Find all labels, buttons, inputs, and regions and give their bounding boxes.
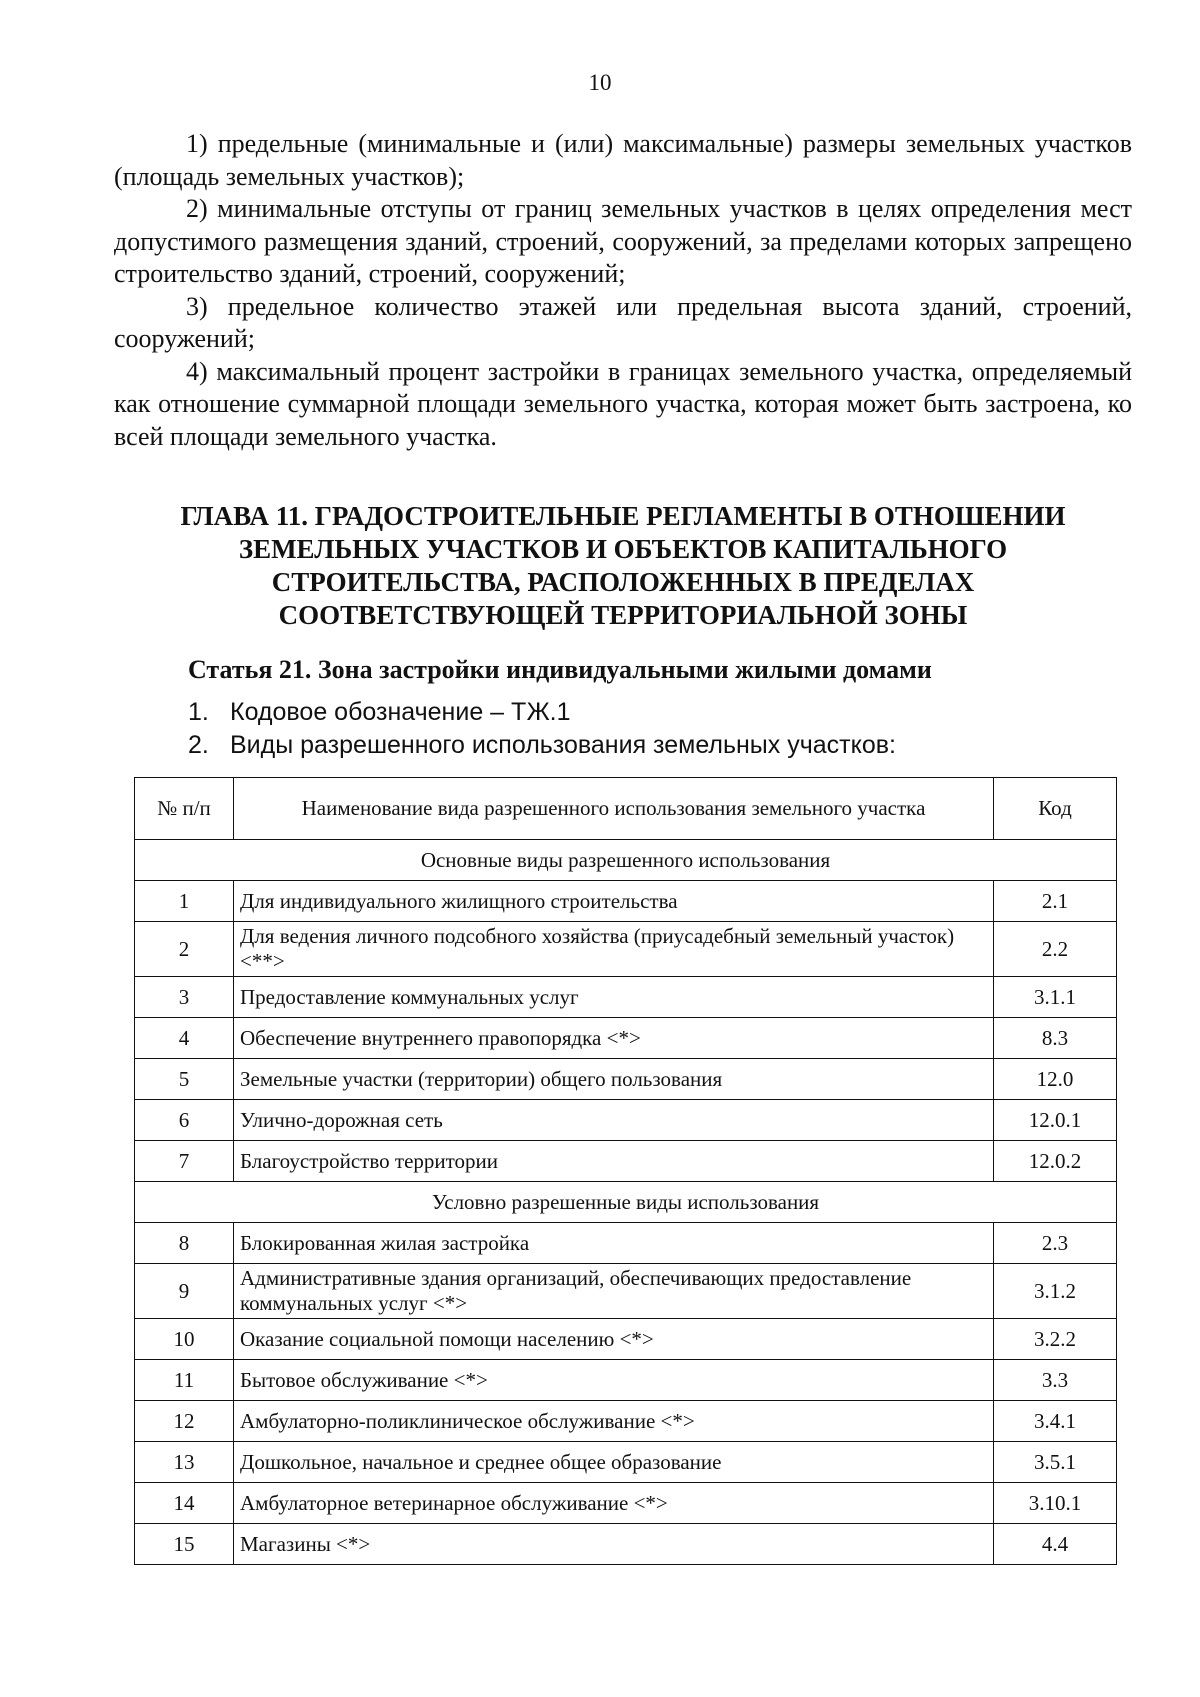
table-section-row [135,1182,1117,1223]
row-number: 12 [135,1401,234,1442]
row-name: Бытовое обслуживание <*> [234,1360,994,1401]
list-item-number: 2. [188,731,209,759]
row-code: 3.3 [994,1360,1117,1401]
row-code: 4.4 [994,1524,1117,1565]
table-row [135,1059,1117,1100]
row-name: Для индивидуального жилищного строительства [234,881,994,922]
list-item [188,729,896,762]
table-row [135,1360,1117,1401]
table-row [135,977,1117,1018]
row-name: Магазины <*> [234,1524,994,1565]
table-row [135,1401,1117,1442]
row-name: Амбулаторно-поликлиническое обслуживание <*> [234,1401,994,1442]
article-title: Статья 21. Зона застройки индивидуальными жилыми домами [188,655,932,684]
table-row [135,1483,1117,1524]
row-name: Обеспечение внутреннего правопорядка <*> [234,1018,994,1059]
row-number: 14 [135,1483,234,1524]
section-heading: Основные виды разрешенного использования [135,840,1117,881]
row-name: Дошкольное, начальное и среднее общее образование [234,1442,994,1483]
list-item-text: Кодовое обозначение – ТЖ.1 [230,698,571,726]
row-number: 6 [135,1100,234,1141]
row-number: 3 [135,977,234,1018]
row-name: Блокированная жилая застройка [234,1223,994,1264]
paragraph-2: 2) минимальные отступы от границ земельных участков в целях определения мест допустимого размещения зданий, строений, сооружений, за пределами которых запрещено строительство зданий, строений, сооружений; [114,194,1132,288]
row-number: 8 [135,1223,234,1264]
row-name: Административные здания организаций, обеспечивающих предоставление коммунальных услуг <*> [234,1264,994,1319]
chapter-title-line: ЗЕМЕЛЬНЫХ УЧАСТКОВ И ОБЪЕКТОВ КАПИТАЛЬНОГО [238,534,1008,564]
header-code: Код [994,778,1117,840]
table-row [135,1100,1117,1141]
row-name: Предоставление коммунальных услуг [234,977,994,1018]
header-name: Наименование вида разрешенного использования земельного участка [234,778,994,840]
row-number: 11 [135,1360,234,1401]
row-code: 3.4.1 [994,1401,1117,1442]
row-code: 12.0.1 [994,1100,1117,1141]
chapter-title-line: ГЛАВА 11. ГРАДОСТРОИТЕЛЬНЫЕ РЕГЛАМЕНТЫ В ОТНОШЕНИИ [180,501,1066,531]
row-code: 3.5.1 [994,1442,1117,1483]
land-use-table [134,777,1117,1565]
table-header-row [135,778,1117,840]
row-number: 5 [135,1059,234,1100]
row-number: 13 [135,1442,234,1483]
header-number: № п/п [135,778,234,840]
row-code: 12.0.2 [994,1141,1117,1182]
chapter-title-line: СТРОИТЕЛЬСТВА, РАСПОЛОЖЕННЫХ В ПРЕДЕЛАХ [271,567,975,597]
table-row [135,1141,1117,1182]
row-code: 3.2.2 [994,1319,1117,1360]
row-code: 2.1 [994,881,1117,922]
table-section-row [135,840,1117,881]
list-item-text: Виды разрешенного использования земельных участков: [230,731,896,759]
row-number: 15 [135,1524,234,1565]
table-row [135,1018,1117,1059]
page-number: 10 [588,70,612,95]
row-code: 2.2 [994,922,1117,977]
list-item [188,696,896,729]
chapter-title [114,500,1132,632]
table-row [135,881,1117,922]
row-name: Земельные участки (территории) общего пользования [234,1059,994,1100]
row-code: 8.3 [994,1018,1117,1059]
row-code: 2.3 [994,1223,1117,1264]
row-code: 12.0 [994,1059,1117,1100]
row-code: 3.10.1 [994,1483,1117,1524]
chapter-title-line: СООТВЕТСТВУЮЩЕЙ ТЕРРИТОРИАЛЬНОЙ ЗОНЫ [278,600,968,630]
row-code: 3.1.2 [994,1264,1117,1319]
row-number: 9 [135,1264,234,1319]
section-heading: Условно разрешенные виды использования [135,1182,1117,1223]
row-number: 7 [135,1141,234,1182]
table-row [135,1524,1117,1565]
paragraph-4: 4) максимальный процент застройки в границах земельного участка, определяемый как отношение суммарной площади земельного участка, которая может быть застроена, ко всей площади земельного участка. [114,356,1132,451]
row-number: 10 [135,1319,234,1360]
row-number: 4 [135,1018,234,1059]
table-row [135,922,1117,977]
paragraph-3: 3) предельное количество этажей или предельная высота зданий, строений, сооружений; [114,291,1132,353]
table-row [135,1223,1117,1264]
table-row [135,1442,1117,1483]
row-number: 1 [135,881,234,922]
row-name: Улично-дорожная сеть [234,1100,994,1141]
row-name: Благоустройство территории [234,1141,994,1182]
table-row [135,1264,1117,1319]
paragraph-1: 1) предельные (минимальные и (или) максимальные) размеры земельных участков (площадь земельных участков); [114,129,1132,191]
row-name: Оказание социальной помощи населению <*> [234,1319,994,1360]
row-name: Амбулаторное ветеринарное обслуживание <*> [234,1483,994,1524]
row-code: 3.1.1 [994,977,1117,1018]
table-row [135,1319,1117,1360]
row-number: 2 [135,922,234,977]
table-body [135,840,1117,1565]
row-name: Для ведения личного подсобного хозяйства (приусадебный земельный участок) <**> [234,922,994,977]
list-item-number: 1. [188,698,209,726]
body-text [114,128,1132,453]
numbered-list [188,696,896,762]
